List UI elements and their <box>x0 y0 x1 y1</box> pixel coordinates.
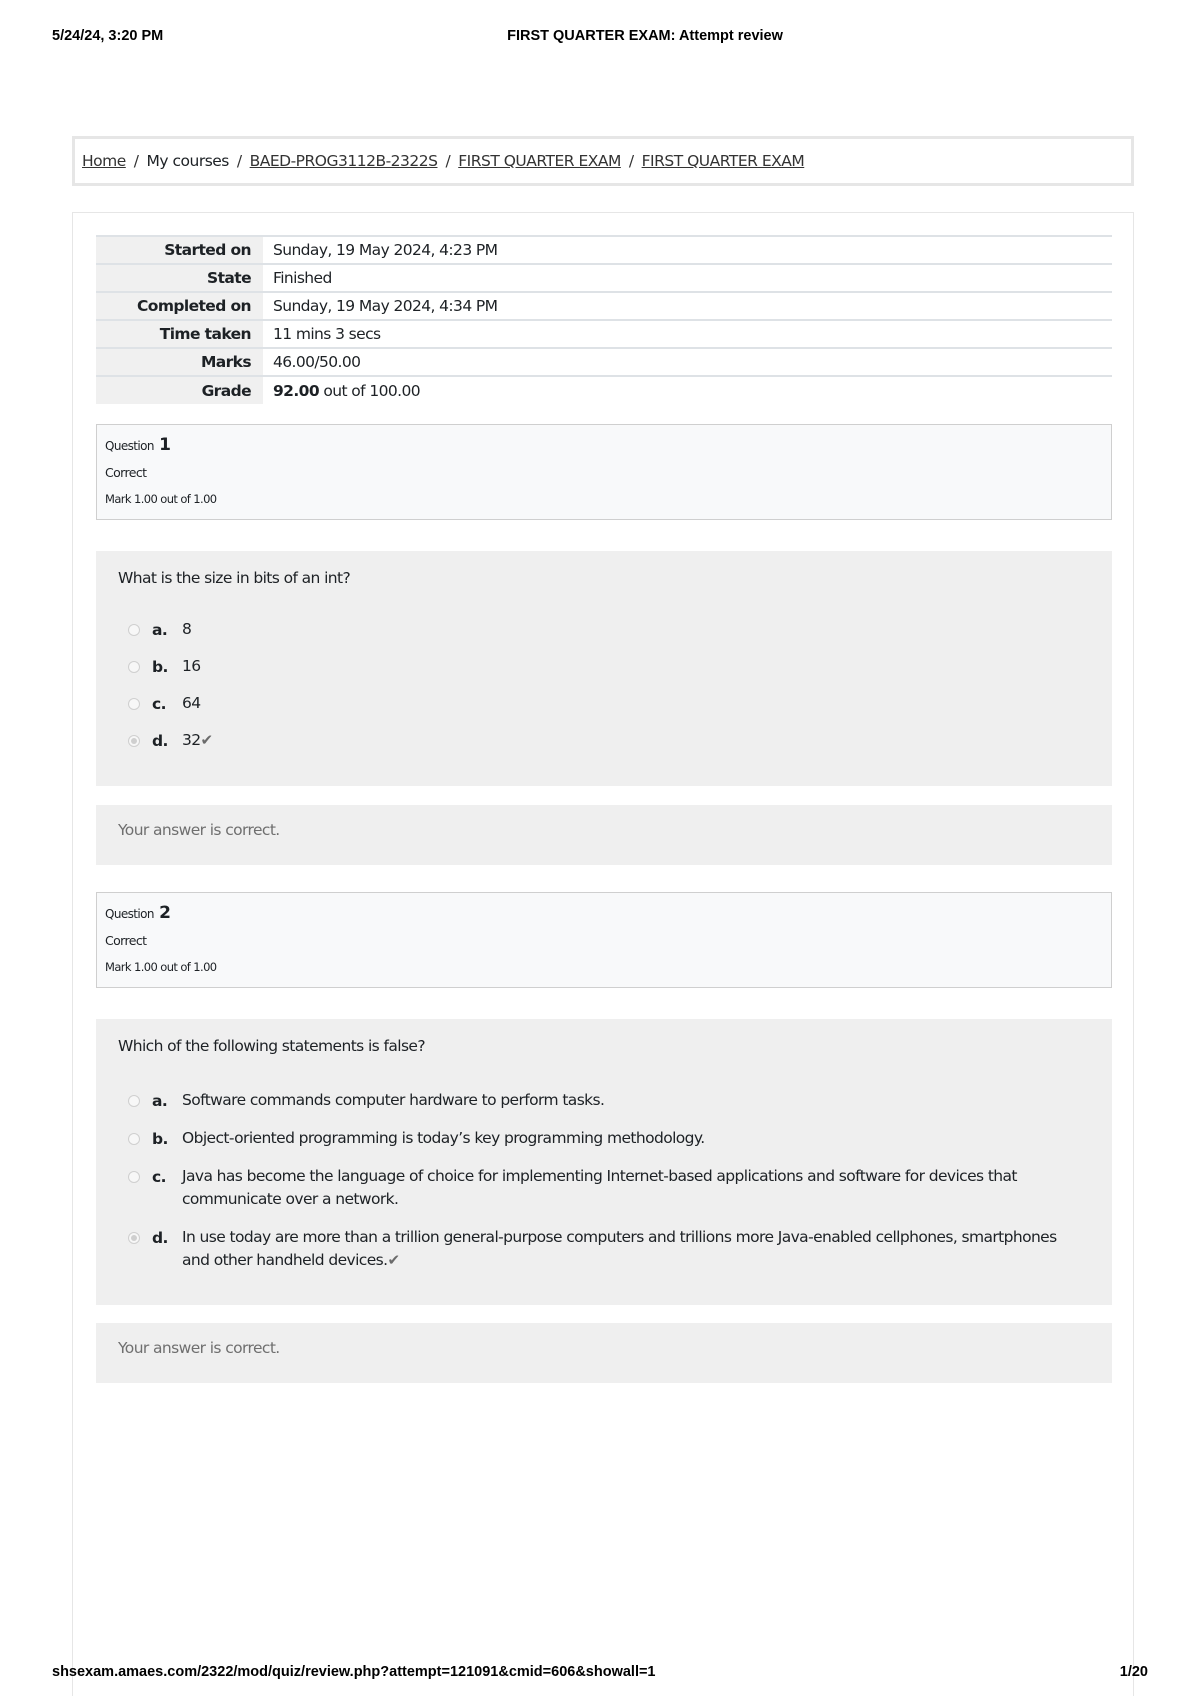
answer-letter: c. <box>152 695 166 713</box>
summary-value: 11 mins 3 secs <box>263 320 1112 348</box>
question-info <box>96 424 1112 520</box>
radio-button-icon[interactable] <box>128 1232 140 1244</box>
question-text: Which of the following statements is false? <box>118 1037 425 1055</box>
summary-row-marks <box>96 348 1112 376</box>
question-number-value: 1 <box>159 435 171 455</box>
breadcrumb <box>72 136 1134 186</box>
summary-label: Time taken <box>96 320 263 348</box>
answer-option[interactable] <box>128 1168 1084 1211</box>
attempt-summary-table <box>96 235 1112 404</box>
summary-row-started <box>96 236 1112 264</box>
summary-row-grade <box>96 376 1112 404</box>
answer-text <box>182 729 213 752</box>
question-label: Question <box>105 907 154 921</box>
answer-letter: d. <box>152 1229 168 1247</box>
grade-value: 92.00 <box>273 381 320 400</box>
summary-value: 46.00/50.00 <box>263 348 1112 376</box>
question-label: Question <box>105 439 154 453</box>
answer-letter: a. <box>152 621 168 639</box>
breadcrumb-separator: / <box>628 152 634 170</box>
question-text: What is the size in bits of an int? <box>118 569 351 587</box>
answer-letter: b. <box>152 658 168 676</box>
question-formulation <box>96 1019 1112 1305</box>
answer-option[interactable] <box>128 1229 1084 1272</box>
breadcrumb-course-link[interactable]: BAED-PROG3112B-2322S <box>249 152 438 170</box>
breadcrumb-separator: / <box>445 152 451 170</box>
breadcrumb-separator: / <box>133 152 139 170</box>
answer-text: 64 <box>182 694 201 712</box>
summary-label: Completed on <box>96 292 263 320</box>
summary-label: Marks <box>96 348 263 376</box>
question-state: Correct <box>105 465 147 480</box>
breadcrumb-home-link[interactable]: Home <box>82 152 126 170</box>
answer-letter: a. <box>152 1092 168 1110</box>
answer-text <box>182 1226 1084 1272</box>
answer-text-value: In use today are more than a trillion general-purpose computers and trillions more Java-enabled cellphones, smartphones and other handheld devices. <box>182 1228 1057 1269</box>
breadcrumb-quiz-link[interactable]: FIRST QUARTER EXAM <box>641 152 805 170</box>
answer-option[interactable] <box>128 732 1084 752</box>
summary-value: Sunday, 19 May 2024, 4:23 PM <box>263 236 1112 264</box>
radio-button-icon[interactable] <box>128 1095 140 1107</box>
question-grade: Mark 1.00 out of 1.00 <box>105 960 217 974</box>
summary-label: Started on <box>96 236 263 264</box>
answer-option[interactable] <box>128 1092 1084 1112</box>
print-url: shsexam.amaes.com/2322/mod/quiz/review.php?attempt=121091&cmid=606&showall=1 <box>52 1664 656 1680</box>
radio-button-icon[interactable] <box>128 624 140 636</box>
print-title: FIRST QUARTER EXAM: Attempt review <box>507 28 783 44</box>
summary-value: Sunday, 19 May 2024, 4:34 PM <box>263 292 1112 320</box>
answer-option[interactable] <box>128 1130 1084 1150</box>
question-info <box>96 892 1112 988</box>
answer-text: Object-oriented programming is today’s key programming methodology. <box>182 1129 705 1147</box>
answer-option[interactable] <box>128 658 1084 678</box>
check-mark-icon: ✔ <box>387 1251 400 1269</box>
question-state: Correct <box>105 933 147 948</box>
answer-text: 16 <box>182 657 201 675</box>
answer-feedback: Your answer is correct. <box>96 1323 1112 1383</box>
radio-button-icon[interactable] <box>128 1171 140 1183</box>
radio-button-icon[interactable] <box>128 735 140 747</box>
answer-option[interactable] <box>128 695 1084 715</box>
summary-label: State <box>96 264 263 292</box>
breadcrumb-separator: / <box>236 152 242 170</box>
radio-button-icon[interactable] <box>128 1133 140 1145</box>
answer-text: Software commands computer hardware to perform tasks. <box>182 1091 605 1109</box>
answer-text: Java has become the language of choice for implementing Internet-based applications and software for devices that communicate over a network. <box>182 1167 1017 1208</box>
breadcrumb-my-courses: My courses <box>146 152 229 170</box>
question-number <box>105 435 170 455</box>
answer-text: 8 <box>182 620 192 638</box>
question-number <box>105 903 170 923</box>
print-header <box>52 28 1148 48</box>
question-number-value: 2 <box>159 903 171 923</box>
grade-suffix: out of 100.00 <box>323 381 420 400</box>
summary-value: Finished <box>263 264 1112 292</box>
radio-button-icon[interactable] <box>128 698 140 710</box>
summary-row-time-taken <box>96 320 1112 348</box>
answer-letter: b. <box>152 1130 168 1148</box>
check-mark-icon: ✔ <box>200 731 213 749</box>
radio-button-icon[interactable] <box>128 661 140 673</box>
summary-row-state <box>96 264 1112 292</box>
answer-letter: c. <box>152 1168 166 1186</box>
answer-feedback: Your answer is correct. <box>96 805 1112 865</box>
answer-option[interactable] <box>128 621 1084 641</box>
breadcrumb-section-link[interactable]: FIRST QUARTER EXAM <box>458 152 621 170</box>
question-grade: Mark 1.00 out of 1.00 <box>105 492 217 506</box>
page-number: 1/20 <box>1119 1664 1148 1680</box>
summary-row-completed <box>96 292 1112 320</box>
summary-value <box>263 376 1112 404</box>
answer-letter: d. <box>152 732 168 750</box>
print-date: 5/24/24, 3:20 PM <box>52 28 164 44</box>
answer-text-value: 32 <box>182 731 201 749</box>
question-formulation <box>96 551 1112 786</box>
print-footer <box>52 1664 1148 1684</box>
summary-label: Grade <box>96 376 263 404</box>
